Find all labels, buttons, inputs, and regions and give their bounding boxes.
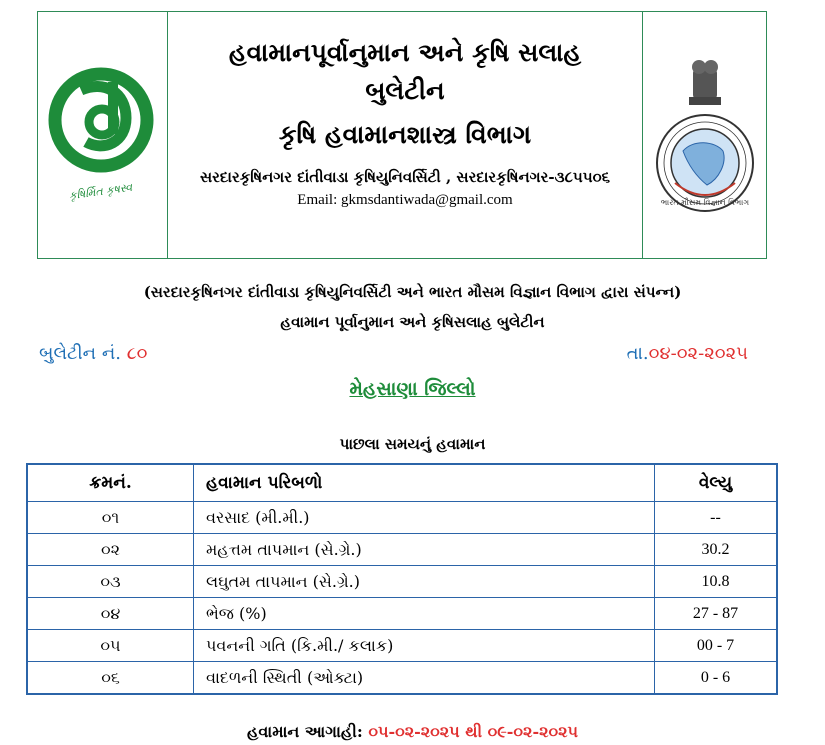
row-value: -- xyxy=(655,502,778,534)
table-row xyxy=(27,534,777,566)
row-parameter: વરસાદ (મી.મી.) xyxy=(194,502,655,534)
contact-email: Email: gkmsdantiwada@gmail.com xyxy=(297,192,513,208)
row-parameter: મહત્તમ તાપમાન (સે.ગ્રે.) xyxy=(194,534,655,566)
table-row xyxy=(27,566,777,598)
bulletin-number xyxy=(39,343,147,364)
row-parameter: ભેજ (%) xyxy=(194,598,655,630)
table-row xyxy=(27,598,777,630)
row-serial: ૦૪ xyxy=(27,598,194,630)
bulletin-title: હવામાનપૂર્વાનુમાન અને કૃષિ સલાહ xyxy=(228,38,582,67)
row-value: 0 - 6 xyxy=(655,662,778,695)
department-name: કૃષિ હવામાનશાસ્ત્ર વિભાગ xyxy=(278,120,532,149)
column-header-value: વેલ્યુ xyxy=(655,464,778,502)
header-block xyxy=(37,11,767,259)
row-serial: ૦૫ xyxy=(27,630,194,662)
forecast-range: ૦૫-૦૨-૨૦૨૫ થી ૦૯-૦૨-૨૦૨૫ xyxy=(368,722,579,741)
university-address: સરદારકૃષિનગર દાંતીવાડા કૃષિયુનિવર્સિટી , સરદારકૃષિનગર-૩૮૫૫૦૬ xyxy=(200,168,610,186)
bulletin-date xyxy=(627,343,748,364)
row-serial: ૦૬ xyxy=(27,662,194,695)
column-header-serial: ક્રમનં. xyxy=(27,464,194,502)
district-name: મેહસાણા જિલ્લો xyxy=(349,378,476,400)
header-text xyxy=(168,12,643,258)
row-value: 27 - 87 xyxy=(655,598,778,630)
bulletin-date-value: ૦૪-૦૨-૨૦૨૫ xyxy=(648,343,748,364)
row-serial: ૦૧ xyxy=(27,502,194,534)
svg-text:ભારત મૌસમ વિજ્ઞાન વિભાગ: ભારત મૌસમ વિજ્ઞાન વિભાગ xyxy=(660,198,749,207)
bulletin-number-value: ૮૦ xyxy=(126,343,148,364)
bulletin-date-label: તા. xyxy=(626,343,649,364)
column-header-parameter: હવામાન પરિબળો xyxy=(194,464,655,502)
table-row xyxy=(27,662,777,695)
row-value: 00 - 7 xyxy=(655,630,778,662)
past-weather-title: પાછલા સમયનું હવામાન xyxy=(339,435,486,453)
row-parameter: વાદળની સ્થિતી (ઓક્ટા) xyxy=(194,662,655,695)
university-logo xyxy=(38,12,168,258)
row-value: 30.2 xyxy=(655,534,778,566)
bulletin-subtitle: બુલેટીન xyxy=(365,76,445,105)
row-serial: ૦૨ xyxy=(27,534,194,566)
collaboration-note: (સરદારકૃષિનગર દાંતીવાડા કૃષિયુનિવર્સિટી અને ભારત મૌસમ વિજ્ઞાન વિભાગ દ્વારા સંપન્ન) xyxy=(143,283,682,301)
forecast-heading xyxy=(0,722,825,742)
row-serial: ૦૩ xyxy=(27,566,194,598)
row-parameter: પવનની ગતિ (કિ.મી./ કલાક) xyxy=(194,630,655,662)
past-weather-table xyxy=(26,463,778,695)
forecast-label: હવામાન આગાહી: xyxy=(246,722,363,741)
imd-logo xyxy=(643,12,766,258)
bulletin-heading: હવામાન પૂર્વાનુમાન અને કૃષિસલાહ બુલેટીન xyxy=(280,313,545,331)
bulletin-number-label: બુલેટીન નં. xyxy=(39,343,121,364)
imd-emblem-icon xyxy=(649,55,761,215)
table-row xyxy=(27,502,777,534)
svg-text:કૃષિર્મિત કૃષસ્વ: કૃષિર્મિત કૃષસ્વ xyxy=(67,180,133,203)
row-parameter: લઘુતમ તાપમાન (સે.ગ્રે.) xyxy=(194,566,655,598)
row-value: 10.8 xyxy=(655,566,778,598)
table-header-row xyxy=(27,464,777,502)
table-row xyxy=(27,630,777,662)
university-emblem-icon xyxy=(44,60,162,210)
